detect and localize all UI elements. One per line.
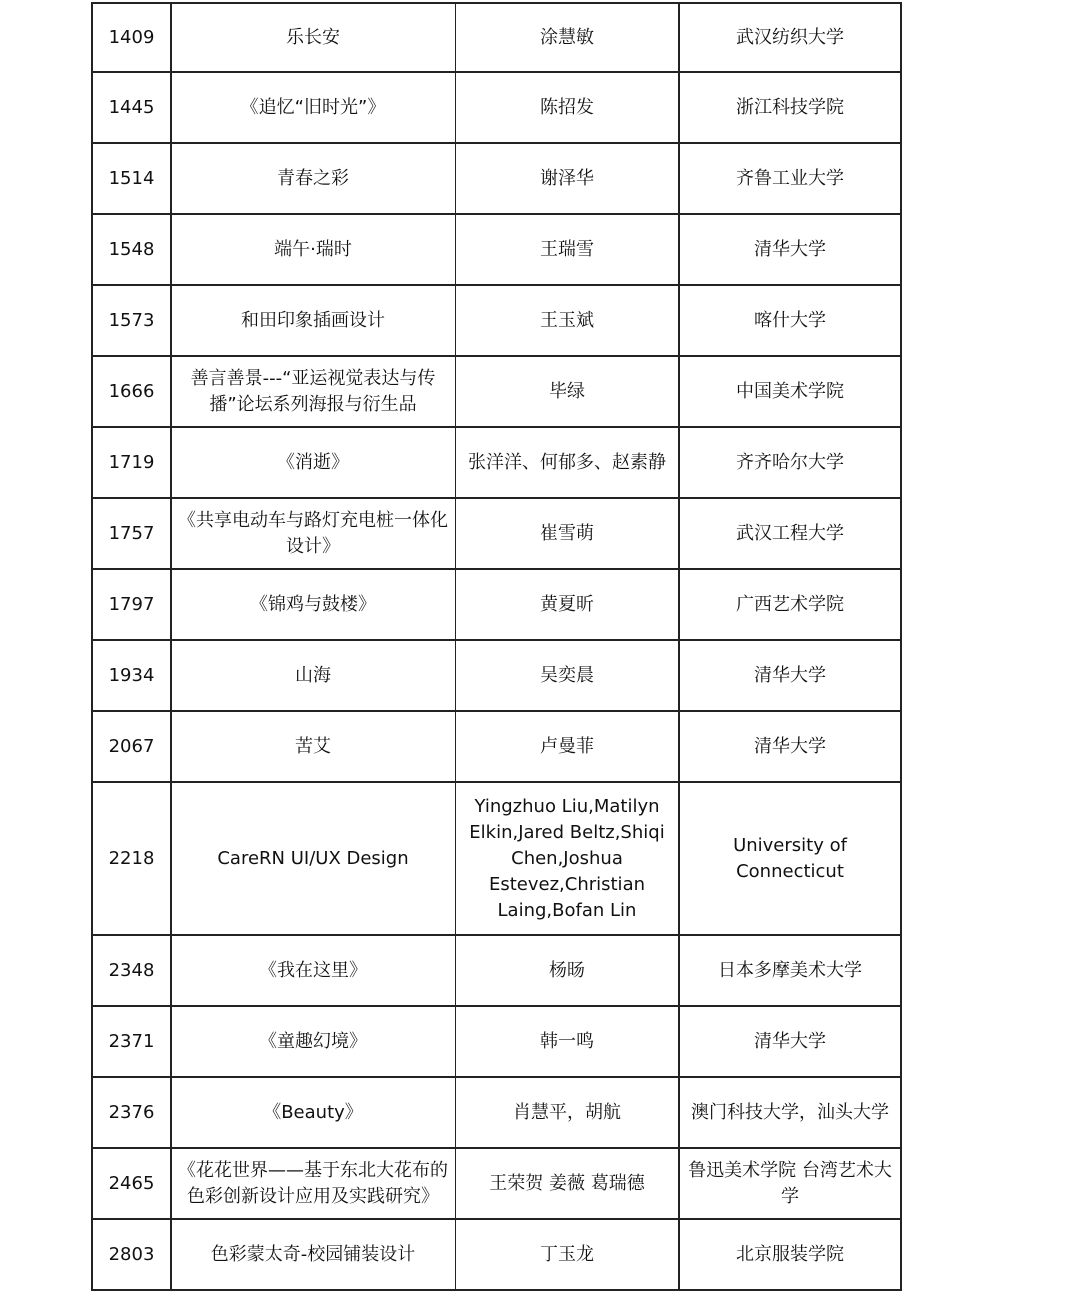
cell-school: 中国美术学院 <box>736 380 844 402</box>
column-gap <box>453 286 455 355</box>
column-gap <box>453 570 455 639</box>
cell-id: 2376 <box>93 1078 172 1147</box>
cell-author: 涂慧敏 <box>456 4 680 71</box>
cell-id: 2371 <box>93 1007 172 1076</box>
cell-title: 《共享电动车与路灯充电桩一体化设计》 <box>172 499 456 568</box>
cell-id: 1934 <box>93 641 172 710</box>
cell-author: 王玉斌 <box>456 286 680 355</box>
column-gap <box>453 428 455 497</box>
table-row <box>91 570 902 641</box>
column-gap <box>453 1078 455 1147</box>
table-row <box>91 215 902 286</box>
cell-id: 1514 <box>93 144 172 213</box>
cell-author: 黄夏昕 <box>456 570 680 639</box>
cell-school: 清华大学 <box>754 1030 826 1052</box>
cell-title: 《Beauty》 <box>172 1078 456 1147</box>
cell-school: 澳门科技大学，汕头大学 <box>691 1101 889 1123</box>
cell-title: 《追忆“旧时光”》 <box>172 73 456 142</box>
table-row <box>91 428 902 499</box>
cell-id: 2465 <box>93 1149 172 1218</box>
cell-title: 青春之彩 <box>172 144 456 213</box>
column-gap <box>453 641 455 710</box>
column-gap <box>453 357 455 426</box>
table-row <box>91 936 902 1007</box>
cell-id: 1573 <box>93 286 172 355</box>
cell-id: 2348 <box>93 936 172 1005</box>
cell-title: CareRN UI/UX Design <box>172 783 456 934</box>
cell-author: 丁玉龙 <box>456 1220 680 1289</box>
cell-school: 浙江科技学院 <box>736 96 844 118</box>
cell-title: 《我在这里》 <box>172 936 456 1005</box>
cell-author: 王荣贺 姜薇 葛瑞德 <box>456 1149 680 1218</box>
table-row <box>91 144 902 215</box>
column-gap <box>453 144 455 213</box>
cell-author: 陈招发 <box>456 73 680 142</box>
cell-title: 和田印象插画设计 <box>172 286 456 355</box>
cell-school: 齐鲁工业大学 <box>736 167 844 189</box>
cell-author: 谢泽华 <box>456 144 680 213</box>
cell-school: 武汉纺织大学 <box>736 26 844 48</box>
cell-id: 1666 <box>93 357 172 426</box>
cell-id: 2803 <box>93 1220 172 1289</box>
cell-author: 卢曼菲 <box>456 712 680 781</box>
cell-school: 清华大学 <box>754 735 826 757</box>
table-row <box>91 286 902 357</box>
table-row <box>91 73 902 144</box>
cell-title: 《花花世界——基于东北大花布的色彩创新设计应用及实践研究》 <box>172 1149 456 1218</box>
cell-author: 韩一鸣 <box>456 1007 680 1076</box>
cell-author: 王瑞雪 <box>456 215 680 284</box>
cell-id: 1409 <box>93 4 172 71</box>
cell-title: 乐长安 <box>172 4 456 71</box>
cell-author: 吴奕晨 <box>456 641 680 710</box>
column-gap <box>453 73 455 142</box>
cell-author: 崔雪萌 <box>456 499 680 568</box>
cell-title: 色彩蒙太奇-校园铺装设计 <box>172 1220 456 1289</box>
cell-author: 杨旸 <box>456 936 680 1005</box>
cell-school: 广西艺术学院 <box>736 593 844 615</box>
cell-id: 1757 <box>93 499 172 568</box>
table-row <box>91 783 902 936</box>
column-gap <box>453 783 455 934</box>
table-row <box>91 1220 902 1291</box>
table-row <box>91 712 902 783</box>
cell-school: 武汉工程大学 <box>736 522 844 544</box>
table-row <box>91 641 902 712</box>
cell-school: 北京服装学院 <box>736 1243 844 1265</box>
cell-id: 1719 <box>93 428 172 497</box>
cell-author: 张洋洋、何郁多、赵素静 <box>456 428 680 497</box>
cell-school: 鲁迅美术学院 台湾艺术大学 <box>688 1159 892 1207</box>
table-row <box>91 499 902 570</box>
cell-school: 喀什大学 <box>754 309 826 331</box>
cell-id: 2218 <box>93 783 172 934</box>
cell-author: Yingzhuo Liu,Matilyn Elkin,Jared Beltz,Shiqi Chen,Joshua Estevez,Christian Laing,Bofan Lin <box>456 783 680 934</box>
table-row <box>91 1007 902 1078</box>
cell-school: 清华大学 <box>754 238 826 260</box>
cell-id: 1548 <box>93 215 172 284</box>
table-row <box>91 1078 902 1149</box>
awards-table <box>91 2 902 1291</box>
column-gap <box>453 215 455 284</box>
column-gap <box>453 1220 455 1289</box>
cell-title: 《童趣幻境》 <box>172 1007 456 1076</box>
column-gap <box>453 1149 455 1218</box>
cell-title: 山海 <box>172 641 456 710</box>
table-row <box>91 1149 902 1220</box>
column-gap <box>453 936 455 1005</box>
cell-author: 毕绿 <box>456 357 680 426</box>
cell-id: 2067 <box>93 712 172 781</box>
cell-school: 日本多摩美术大学 <box>718 959 862 981</box>
cell-author: 肖慧平，胡航 <box>456 1078 680 1147</box>
cell-school: 清华大学 <box>754 664 826 686</box>
column-gap <box>453 499 455 568</box>
column-gap <box>453 4 455 71</box>
cell-title: 《锦鸡与鼓楼》 <box>172 570 456 639</box>
cell-title: 善言善景---“亚运视觉表达与传播”论坛系列海报与衍生品 <box>172 357 456 426</box>
column-gap <box>453 1007 455 1076</box>
cell-title: 《消逝》 <box>172 428 456 497</box>
cell-id: 1797 <box>93 570 172 639</box>
cell-school: University of Connecticut <box>733 834 847 882</box>
table-row <box>91 2 902 73</box>
table-row <box>91 357 902 428</box>
cell-school: 齐齐哈尔大学 <box>736 451 844 473</box>
column-gap <box>453 712 455 781</box>
cell-id: 1445 <box>93 73 172 142</box>
cell-title: 端午·瑞时 <box>172 215 456 284</box>
cell-title: 苦艾 <box>172 712 456 781</box>
